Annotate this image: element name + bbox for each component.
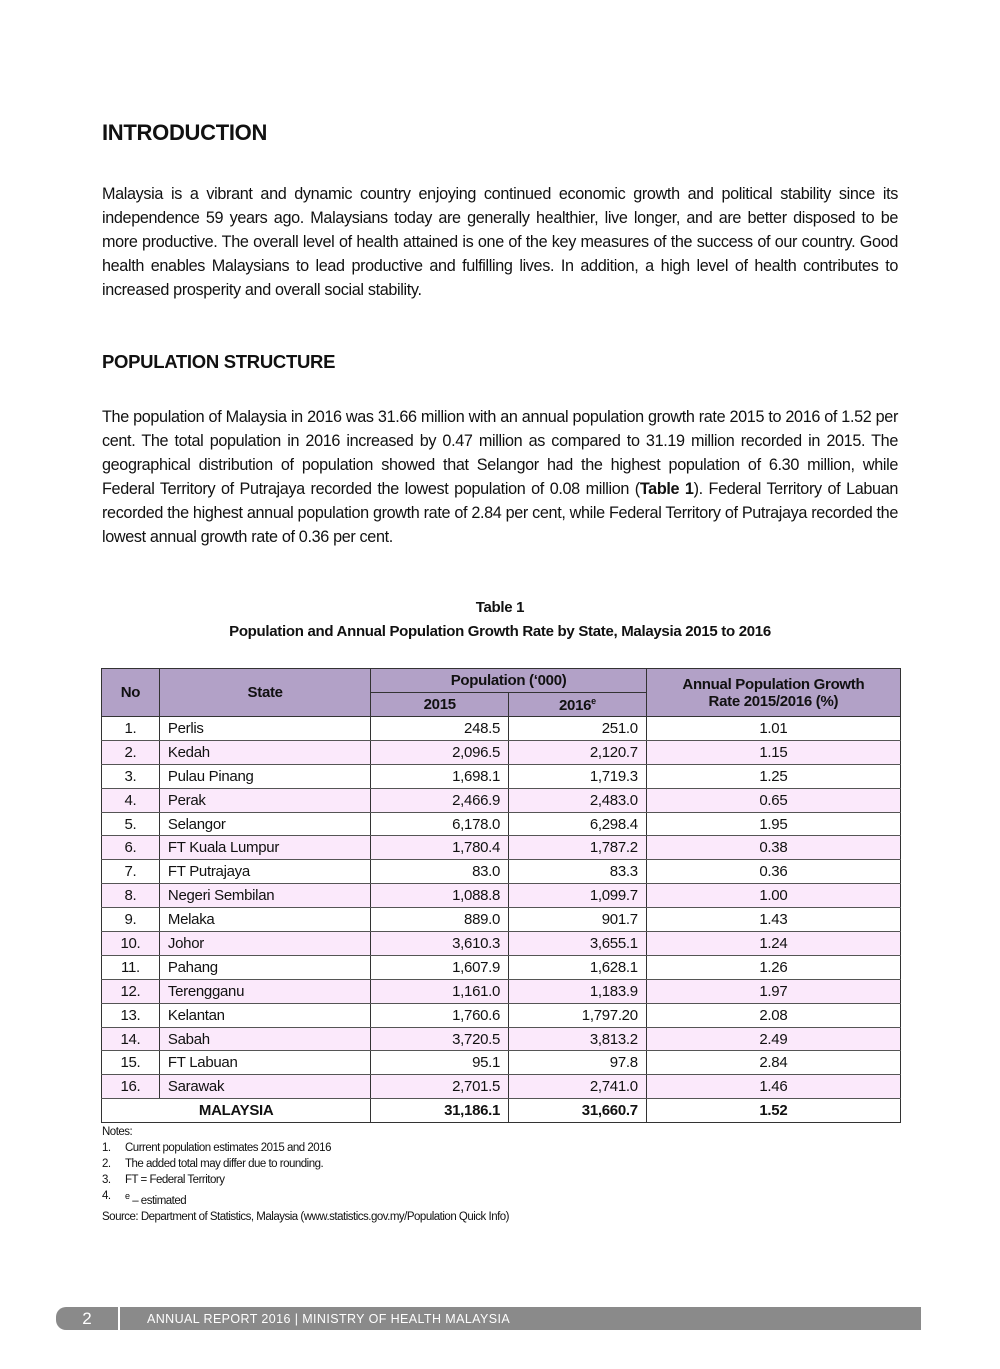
- row-no: 9.: [102, 908, 160, 932]
- row-growth-rate: 1.01: [646, 717, 900, 741]
- row-state: Kedah: [159, 740, 370, 764]
- header-growth-rate: Annual Population Growth Rate 2015/2016 (%): [646, 669, 900, 717]
- population-text-2: ). Federal Territory of Labuan recorded the highest annual population growth rate of 2.84 per cent, while Federal Territory of Putrajaya recorded the lowest annual growth rate of 0.36 per cent.: [102, 480, 898, 546]
- row-no: 3.: [102, 764, 160, 788]
- note-item: 4. $^e$ – estimated: [102, 1190, 187, 1207]
- row-state: Kelantan: [159, 1003, 370, 1027]
- table-row: [102, 1051, 901, 1075]
- note-item: 3. FT = Federal Territory: [102, 1174, 225, 1186]
- table-number: Table 1: [475, 599, 525, 616]
- table-reference: Table 1: [639, 480, 694, 498]
- row-no: 5.: [102, 812, 160, 836]
- row-no: 6.: [102, 836, 160, 860]
- table-row: [102, 788, 901, 812]
- population-paragraph: [102, 405, 898, 549]
- row-growth-rate: 1.15: [646, 740, 900, 764]
- table-notes: [102, 1124, 509, 1225]
- row-growth-rate: 1.97: [646, 979, 900, 1003]
- table-row: [102, 740, 901, 764]
- row-state: FT Labuan: [159, 1051, 370, 1075]
- table-row: [102, 932, 901, 956]
- population-table: [101, 668, 901, 1123]
- row-no: 13.: [102, 1003, 160, 1027]
- row-growth-rate: 1.95: [646, 812, 900, 836]
- source-note: Source: Department of Statistics, Malaysia (www.statistics.gov.my/Population Quick Info): [102, 1210, 510, 1223]
- row-no: 10.: [102, 932, 160, 956]
- row-growth-rate: 2.84: [646, 1051, 900, 1075]
- header-no: No: [102, 669, 160, 717]
- row-growth-rate: 1.24: [646, 932, 900, 956]
- row-no: 15.: [102, 1051, 160, 1075]
- row-pop-2016: 1,628.1: [509, 955, 647, 979]
- row-pop-2016: 83.3: [509, 860, 647, 884]
- row-pop-2016: 2,483.0: [509, 788, 647, 812]
- table-row: [102, 884, 901, 908]
- row-no: 1.: [102, 717, 160, 741]
- row-state: Sarawak: [159, 1075, 370, 1099]
- row-state: Selangor: [159, 812, 370, 836]
- footer-divider: [118, 1307, 120, 1330]
- row-pop-2016: 1,183.9: [509, 979, 647, 1003]
- table-row: [102, 717, 901, 741]
- row-pop-2015: 889.0: [371, 908, 509, 932]
- row-state: Perak: [159, 788, 370, 812]
- row-growth-rate: 2.08: [646, 1003, 900, 1027]
- row-state: Pahang: [159, 955, 370, 979]
- row-pop-2015: 1,161.0: [371, 979, 509, 1003]
- row-pop-2016: 901.7: [509, 908, 647, 932]
- intro-paragraph: Malaysia is a vibrant and dynamic country enjoying continued economic growth and political stability since its independence 59 years ago. Malaysians today are generally healthier, live longer, and are better disposed to be more productive. The overall level of health attained is one of the key measures of the success of our country. Good health enables Malaysians to lead productive and fulfilling lives. In addition, a high level of health contributes to increased prosperity and overall social stability.: [102, 185, 898, 299]
- row-pop-2016: 2,120.7: [509, 740, 647, 764]
- note-item: 2. The added total may differ due to rounding.: [102, 1158, 324, 1170]
- row-pop-2015: 3,610.3: [371, 932, 509, 956]
- row-pop-2015: 2,701.5: [371, 1075, 509, 1099]
- header-2015: 2015: [371, 693, 509, 717]
- row-growth-rate: 1.00: [646, 884, 900, 908]
- row-no: 8.: [102, 884, 160, 908]
- page-footer: [56, 1307, 921, 1330]
- population-text-1: The population of Malaysia in 2016 was 31.66 million with an annual population growth rate 2015 to 2016 of 1.52 per cent. The total population in 2016 increased by 0.47 million as compared to 31.19 million recorded in 2015. The geographical distribution of population showed that Selangor had the highest population of 6.30 million, while Federal Territory of Putrajaya recorded the lowest population of 0.08 million (: [102, 408, 898, 498]
- row-growth-rate: 0.38: [646, 836, 900, 860]
- row-no: 14.: [102, 1027, 160, 1051]
- total-rate: 1.52: [646, 1099, 900, 1123]
- row-pop-2015: 3,720.5: [371, 1027, 509, 1051]
- row-pop-2015: 2,466.9: [371, 788, 509, 812]
- row-no: 11.: [102, 955, 160, 979]
- table-row: [102, 955, 901, 979]
- row-growth-rate: 1.46: [646, 1075, 900, 1099]
- row-pop-2015: 1,760.6: [371, 1003, 509, 1027]
- row-state: Terengganu: [159, 979, 370, 1003]
- heading-population-structure: POPULATION STRUCTURE: [102, 351, 336, 372]
- footer-text: ANNUAL REPORT 2016 | MINISTRY OF HEALTH MALAYSIA: [147, 1312, 511, 1326]
- row-no: 16.: [102, 1075, 160, 1099]
- heading-introduction: INTRODUCTION: [102, 120, 268, 145]
- row-pop-2016: 3,655.1: [509, 932, 647, 956]
- row-no: 2.: [102, 740, 160, 764]
- row-growth-rate: 0.36: [646, 860, 900, 884]
- table-row: [102, 812, 901, 836]
- row-pop-2015: 1,088.8: [371, 884, 509, 908]
- note-item: 1. Current population estimates 2015 and 2016: [102, 1142, 331, 1154]
- row-pop-2016: 1,787.2: [509, 836, 647, 860]
- row-pop-2015: 248.5: [371, 717, 509, 741]
- row-pop-2016: 6,298.4: [509, 812, 647, 836]
- table-row: [102, 1027, 901, 1051]
- row-pop-2015: 83.0: [371, 860, 509, 884]
- row-pop-2015: 1,780.4: [371, 836, 509, 860]
- row-state: Negeri Sembilan: [159, 884, 370, 908]
- row-growth-rate: 2.49: [646, 1027, 900, 1051]
- total-label: MALAYSIA: [102, 1099, 371, 1123]
- row-pop-2016: 251.0: [509, 717, 647, 741]
- row-growth-rate: 1.26: [646, 955, 900, 979]
- row-growth-rate: 1.25: [646, 764, 900, 788]
- row-pop-2016: 1,099.7: [509, 884, 647, 908]
- row-growth-rate: 1.43: [646, 908, 900, 932]
- table-row: [102, 979, 901, 1003]
- row-state: Pulau Pinang: [159, 764, 370, 788]
- row-state: Sabah: [159, 1027, 370, 1051]
- row-state: Perlis: [159, 717, 370, 741]
- row-state: Johor: [159, 932, 370, 956]
- row-state: FT Kuala Lumpur: [159, 836, 370, 860]
- row-pop-2016: 1,719.3: [509, 764, 647, 788]
- header-state: State: [159, 669, 370, 717]
- row-no: 4.: [102, 788, 160, 812]
- total-row: [102, 1099, 901, 1123]
- row-pop-2015: 95.1: [371, 1051, 509, 1075]
- row-pop-2016: 2,741.0: [509, 1075, 647, 1099]
- table-row: [102, 764, 901, 788]
- row-state: FT Putrajaya: [159, 860, 370, 884]
- row-state: Melaka: [159, 908, 370, 932]
- row-pop-2015: 1,698.1: [371, 764, 509, 788]
- row-no: 7.: [102, 860, 160, 884]
- table-row: [102, 1003, 901, 1027]
- row-pop-2015: 6,178.0: [371, 812, 509, 836]
- total-2016: 31,660.7: [509, 1099, 647, 1123]
- table-row: [102, 860, 901, 884]
- table-title: Population and Annual Population Growth Rate by State, Malaysia 2015 to 2016: [229, 623, 771, 640]
- table-row: [102, 908, 901, 932]
- row-pop-2015: 2,096.5: [371, 740, 509, 764]
- header-population: Population (‘000): [371, 669, 646, 693]
- page-number: 2: [82, 1309, 92, 1328]
- table-row: [102, 1075, 901, 1099]
- row-pop-2016: 1,797.20: [509, 1003, 647, 1027]
- row-growth-rate: 0.65: [646, 788, 900, 812]
- table-row: [102, 836, 901, 860]
- row-no: 12.: [102, 979, 160, 1003]
- total-2015: 31,186.1: [371, 1099, 509, 1123]
- row-pop-2016: 3,813.2: [509, 1027, 647, 1051]
- row-pop-2016: 97.8: [509, 1051, 647, 1075]
- notes-label: Notes:: [102, 1126, 133, 1138]
- row-pop-2015: 1,607.9: [371, 955, 509, 979]
- header-2016: 2016e: [509, 693, 647, 717]
